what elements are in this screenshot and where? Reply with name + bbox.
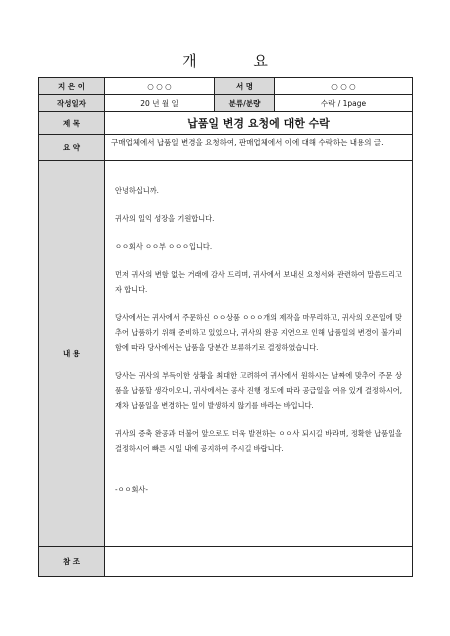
subject-label: 제 목 (39, 112, 105, 135)
signature-value: ○ ○ ○ (275, 78, 413, 95)
subject-value: 납품일 변경 요청에 대한 수락 (105, 112, 413, 135)
author-label: 지 은 이 (39, 78, 105, 95)
reference-label: 참 조 (39, 547, 105, 577)
summary-label: 요 약 (39, 135, 105, 161)
category-label: 분류/분량 (215, 95, 275, 112)
signature-label: 서 명 (215, 78, 275, 95)
reference-value (105, 547, 413, 577)
date-value: 20 년 월 일 (105, 95, 215, 112)
summary-form (38, 77, 413, 577)
closing-signature: -ㅇㅇ회사- (115, 485, 148, 494)
author-value: ○ ○ ○ (105, 78, 215, 95)
content-paragraph: 당사에서는 귀사에서 주문하신 ㅇㅇ상품 ㅇㅇㅇ개의 제작을 마무리하고, 귀사의 오픈일에 맞추어 납품하기 위해 준비하고 있었으나, 귀사의 완공 지연으로 인해 납품일의 변경이 불가피함에 따라 당사에서는 납품을 당분간 보류하기로 결정하였습니다. (115, 313, 402, 352)
content-paragraph: 당사는 귀사의 부득이한 상황을 최대한 고려하여 귀사에서 원하시는 날짜에 맞추어 주문 상품을 납품할 생각이오니, 귀사에서는 공사 진행 정도에 따라 공급일을 여유 있게 결정하시어, 재차 납품일을 변경하는 일이 발생하지 않기를 바라는 바입니다. (115, 371, 402, 410)
content-paragraph: 귀사의 일익 성장을 기원합니다. (115, 214, 215, 223)
content-paragraph: 귀사의 증축 완공과 더불어 앞으로도 더욱 발전하는 ㅇㅇ사 되시길 바라며, 정확한 납품일을 결정하시어 빠른 시일 내에 공지하여 주시길 바랍니다. (115, 429, 402, 453)
content-label: 내 용 (39, 161, 105, 547)
content-body (105, 161, 413, 547)
content-paragraph: 먼저 귀사의 변함 없는 거래에 감사 드리며, 귀사에서 보내신 요청서와 관련하여 말씀드리고자 합니다. (115, 270, 402, 294)
category-value: 수락 / 1page (275, 95, 413, 112)
document-title: 개 요 (182, 52, 294, 70)
summary-value: 구매업체에서 납품일 변경을 요청하여, 판매업체에서 이에 대해 수락하는 내용의 글. (105, 135, 413, 161)
content-paragraph: ㅇㅇ회사 ㅇㅇ부 ㅇㅇㅇ입니다. (115, 242, 213, 251)
content-paragraph: 안녕하십니까. (115, 186, 159, 195)
date-label: 작성일자 (39, 95, 105, 112)
